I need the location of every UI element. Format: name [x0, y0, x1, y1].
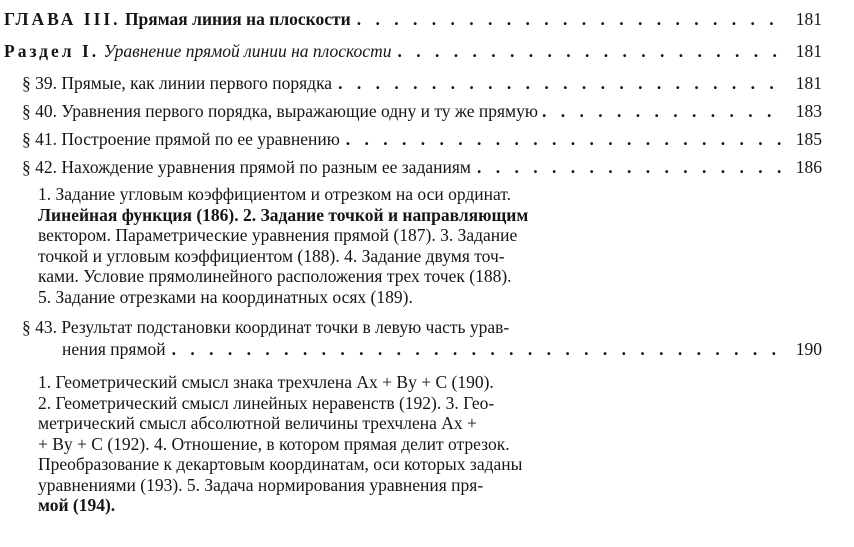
paragraph-page: 185 [795, 129, 822, 149]
paragraph-page: 181 [795, 73, 822, 93]
entry-43-description [38, 372, 836, 516]
chapter-heading [4, 8, 822, 30]
paragraph-page: 183 [795, 101, 822, 121]
description-line: 1. Геометрический смысл знака трехчлена Ax + By + C (190). [38, 372, 494, 392]
chapter-page: 181 [795, 9, 822, 29]
toc-entry-40 [22, 100, 822, 122]
section-title: Уравнение прямой линии на плоскости [103, 41, 392, 61]
paragraph-number: § 42. [22, 157, 57, 177]
description-line: мой (194). [38, 495, 116, 515]
paragraph-number: § 39. [22, 73, 57, 93]
description-line: Преобразование к декартовым координатам, оси которых заданы [38, 454, 523, 474]
entry-42-description [38, 184, 836, 307]
section-page: 181 [795, 41, 822, 61]
dot-leader [542, 100, 786, 122]
paragraph-title: Нахождение уравнения прямой по разным ее заданиям [61, 157, 471, 177]
paragraph-number: § 40. [22, 101, 57, 121]
description-line: ками. Условие прямолинейного расположения трех точек (188). [38, 266, 512, 286]
paragraph-number: § 41. [22, 129, 57, 149]
description-line: 1. Задание угловым коэффициентом и отрезком на оси ординат. [38, 184, 512, 204]
paragraph-number: § 43. [22, 317, 57, 337]
paragraph-page: 190 [795, 339, 822, 359]
toc-entry-42 [22, 156, 822, 178]
description-line: + By + C (192). 4. Отношение, в котором прямая делит отрезок. [38, 433, 510, 454]
description-line: 5. Задание отрезками на координатных осях (189). [38, 286, 413, 307]
dot-leader [172, 338, 782, 360]
paragraph-title-line1: Результат подстановки координат точки в левую часть урав- [61, 317, 510, 337]
paragraph-page: 186 [795, 157, 822, 177]
dot-leader [338, 72, 782, 94]
description-line: точкой и угловым коэффициентом (188). 4. Задание двумя точ- [38, 245, 505, 266]
dot-leader [477, 156, 782, 178]
description-line: метрический смысл абсолютной величины трехчлена Ax + [38, 413, 477, 433]
description-line: уравнениями (193). 5. Задача нормирования уравнения пря- [38, 474, 484, 495]
chapter-label: ГЛАВА III. [4, 9, 121, 29]
toc-entry-41 [22, 128, 822, 150]
description-line: 2. Геометрический смысл линейных неравенств (192). 3. Гео- [38, 392, 495, 413]
toc-entry-39 [22, 72, 822, 94]
description-line: вектором. Параметрические уравнения прямой (187). 3. Задание [38, 225, 518, 245]
dot-leader [346, 128, 782, 150]
description-line: Линейная функция (186). 2. Задание точкой и направляющим [38, 204, 529, 225]
toc-entry-43 [22, 316, 822, 360]
dot-leader [397, 40, 782, 62]
paragraph-title: Прямые, как линии первого порядка [61, 73, 333, 93]
dot-leader [357, 8, 782, 30]
section-heading [4, 40, 822, 62]
paragraph-title: Построение прямой по ее уравнению [61, 129, 340, 149]
section-label: Раздел I. [4, 41, 100, 61]
chapter-title: Прямая линия на плоскости [124, 9, 351, 29]
paragraph-title-line2: нения прямой [62, 339, 166, 359]
paragraph-title: Уравнения первого порядка, выражающие одну и ту же прямую [61, 101, 538, 121]
